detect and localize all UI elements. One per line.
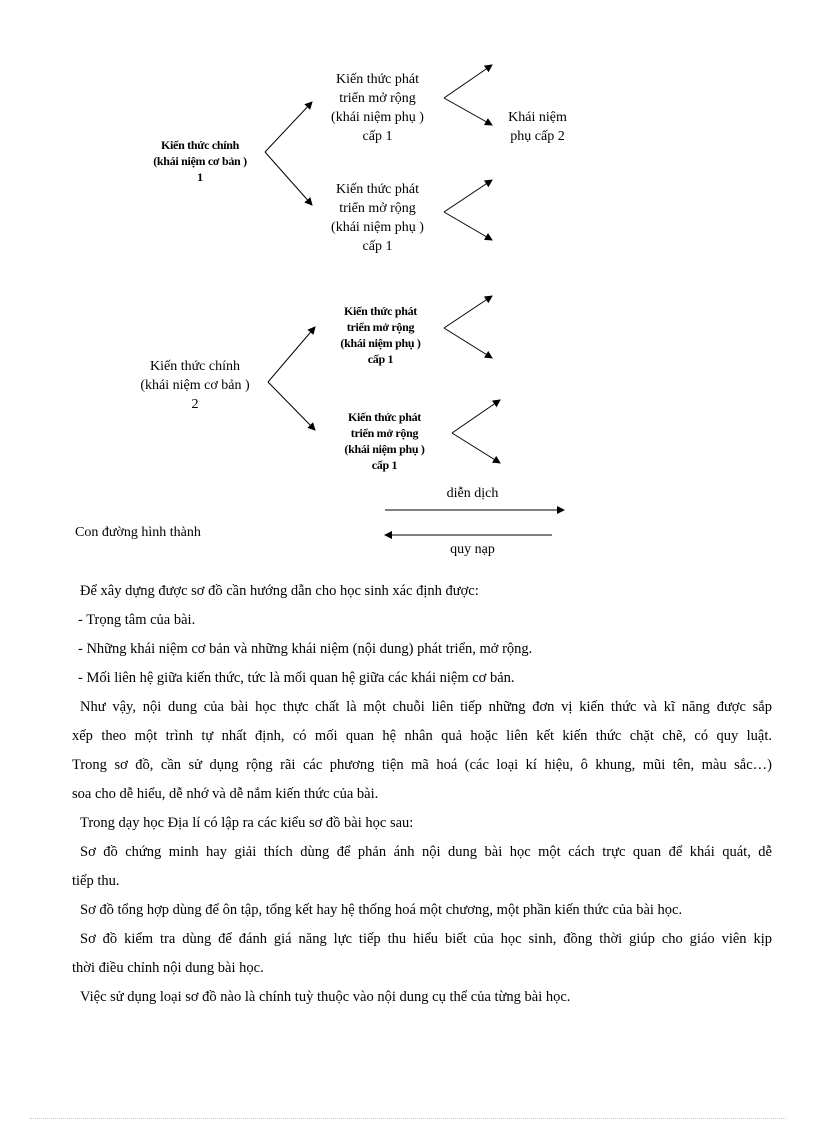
paragraph-4: Sơ đồ tổng hợp dùng để ôn tập, tổng kết hay hệ thống hoá một chương, một phần kiến thức của bài học.	[80, 902, 683, 918]
paragraph-3-line-1: Sơ đồ chứng minh hay giải thích dùng để phản ánh nội dung bài học một cách trực quan để khái quát, dễ	[80, 844, 772, 860]
arrow-sub1-top-down	[444, 98, 492, 125]
level2-concept: Khái niệm phụ cấp 2	[508, 110, 567, 144]
deductive-label: diễn dịch	[446, 486, 499, 501]
paragraph-1-line-1: Như vậy, nội dung của bài học thực chất là một chuỗi liên tiếp những đơn vị kiến thức và kĩ năng được sắp	[80, 699, 772, 715]
arrow-main1-to-sub-top	[265, 102, 312, 152]
bullet-1: - Trọng tâm của bài.	[78, 612, 196, 628]
page-footer-divider	[30, 1118, 786, 1119]
paragraph-3-line-2: tiếp thu.	[72, 873, 120, 889]
arrow-sub2-bottom-down	[452, 433, 500, 463]
arrow-main2-to-sub-top	[268, 327, 315, 382]
arrow-sub1-bottom-down	[444, 212, 492, 240]
paragraph-1-line-4: soa cho dễ hiểu, dễ nhớ và dễ nắm kiến thức của bài.	[72, 786, 379, 802]
paragraph-1-line-3: Trong sơ đồ, cần sử dụng rộng rãi các phương tiện mã hoá (các loại kí hiệu, ô khung, mũi tên, màu sắc…)	[72, 757, 772, 773]
paragraph-1-line-2: xếp theo một trình tự nhất định, có mối quan hệ nhân quả hoặc liên kết kiến thức chặt chẽ, có quy luật.	[72, 728, 772, 744]
arrow-main1-to-sub-bottom	[265, 152, 312, 205]
main-knowledge-1: Kiến thức chính (khái niệm cơ bản ) 1	[153, 138, 247, 184]
inductive-label: quy nạp	[450, 542, 495, 557]
arrow-sub2-top-down	[444, 328, 492, 358]
arrow-sub2-top-up	[444, 296, 492, 328]
paragraph-5-line-2: thời điều chỉnh nội dung bài học.	[72, 960, 264, 976]
formation-path-label: Con đường hình thành	[75, 525, 201, 540]
paragraph-6: Việc sử dụng loại sơ đồ nào là chính tuỳ thuộc vào nội dung cụ thể của từng bài học.	[80, 989, 571, 1005]
bullet-2: - Những khái niệm cơ bản và những khái niệm (nội dung) phát triển, mở rộng.	[78, 641, 533, 657]
intro-line: Để xây dựng được sơ đồ cần hướng dẫn cho học sinh xác định được:	[80, 583, 479, 599]
bullet-3: - Mối liên hệ giữa kiến thức, tức là mối quan hệ giữa các khái niệm cơ bản.	[78, 670, 515, 686]
body-text	[72, 577, 772, 1012]
sub-knowledge-1-top: Kiến thức phát triển mở rộng (khái niệm phụ ) cấp 1	[331, 72, 424, 144]
paragraph-5-line-1: Sơ đồ kiểm tra dùng để đánh giá năng lực tiếp thu hiểu biết của học sinh, đồng thời giúp cho giáo viên kịp	[80, 931, 772, 947]
arrow-sub1-top-up	[444, 65, 492, 98]
arrow-sub1-bottom-up	[444, 180, 492, 212]
sub-knowledge-2-top: Kiến thức phát triển mở rộng (khái niệm phụ ) cấp 1	[340, 304, 421, 366]
arrow-sub2-bottom-up	[452, 400, 500, 433]
paragraph-2: Trong dạy học Địa lí có lập ra các kiểu sơ đồ bài học sau:	[80, 815, 414, 831]
arrow-main2-to-sub-bottom	[268, 382, 315, 430]
sub-knowledge-1-bottom: Kiến thức phát triển mở rộng (khái niệm phụ ) cấp 1	[331, 182, 424, 254]
main-knowledge-2: Kiến thức chính (khái niệm cơ bản ) 2	[140, 359, 250, 412]
sub-knowledge-2-bottom: Kiến thức phát triển mở rộng (khái niệm phụ ) cấp 1	[344, 410, 425, 472]
